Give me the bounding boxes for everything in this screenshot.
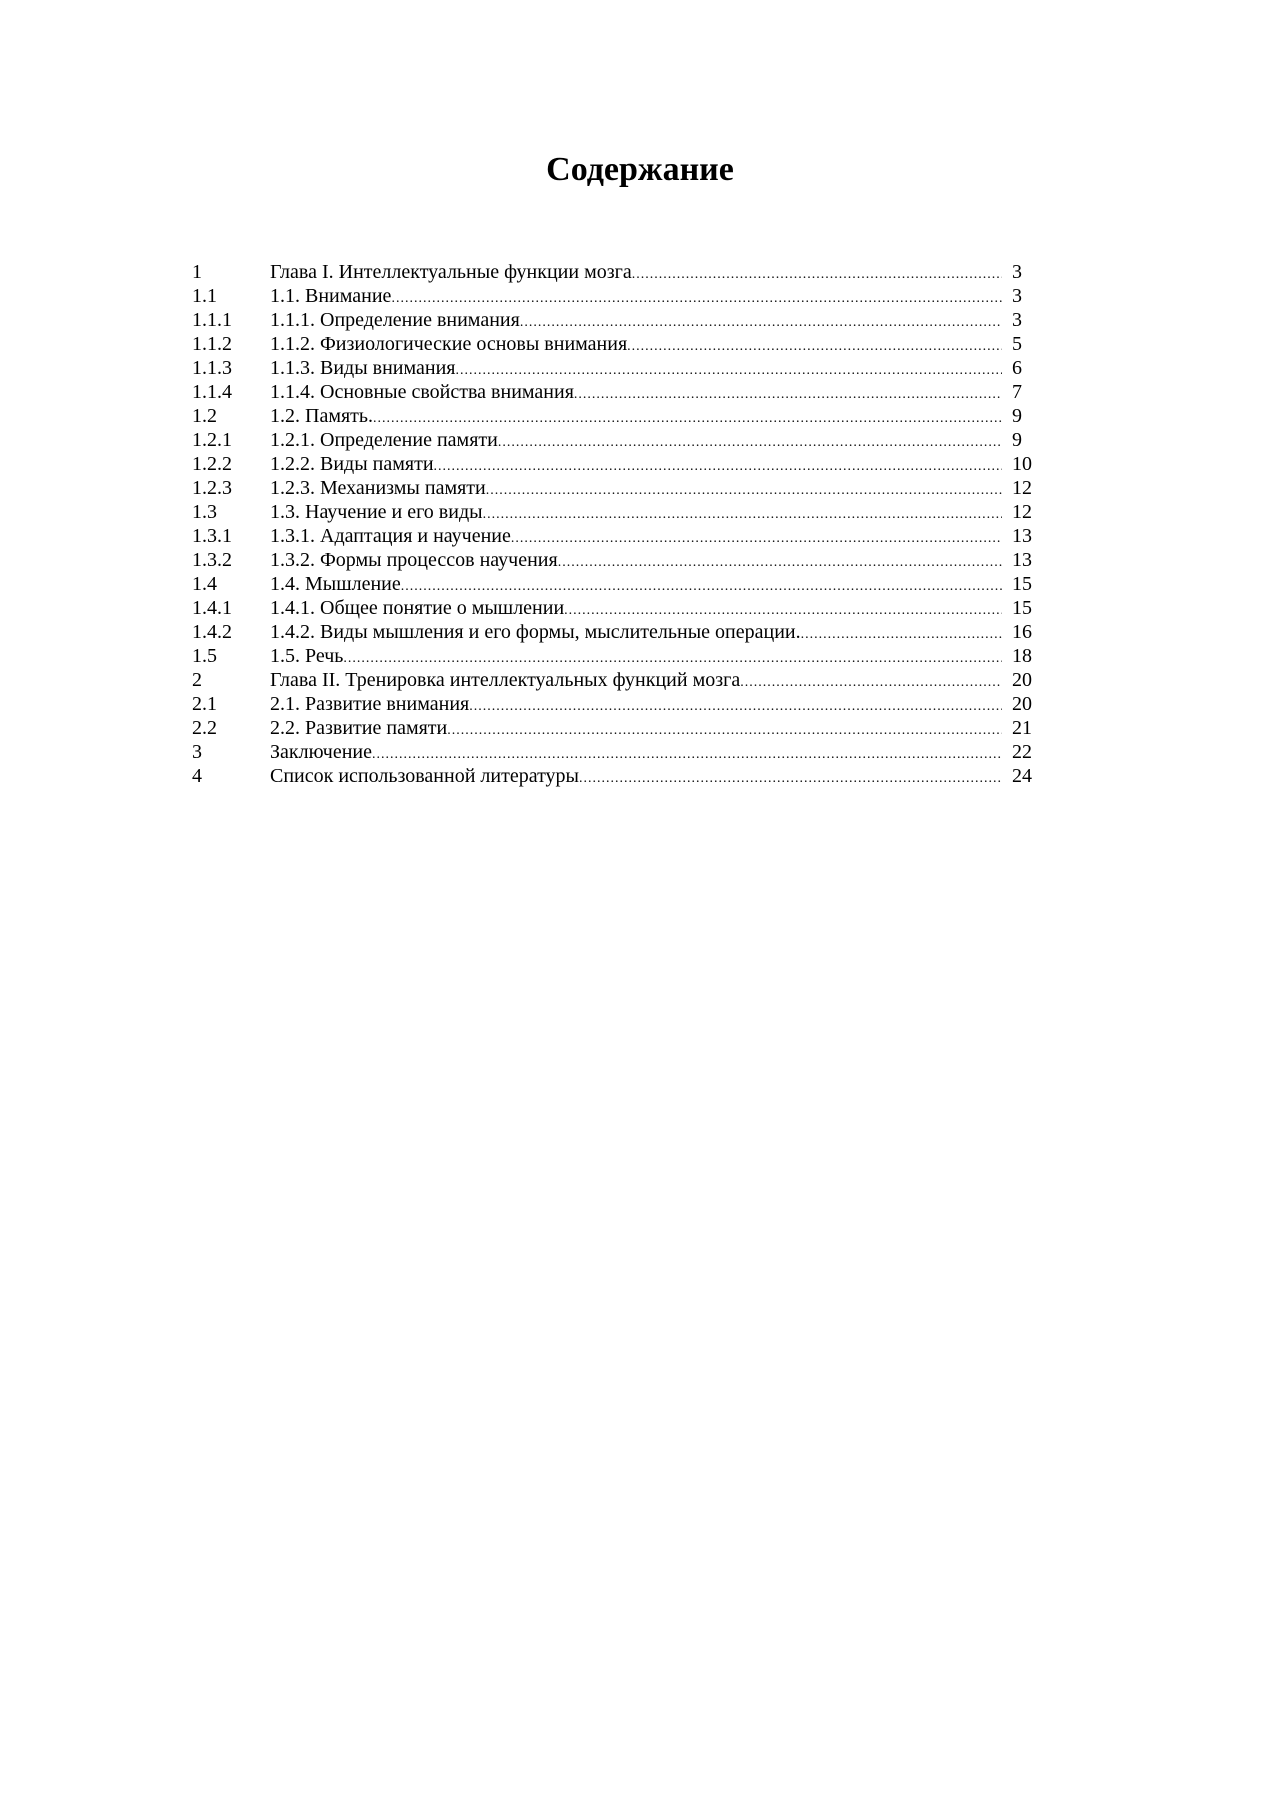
toc-entry-number: 1.3.2: [192, 549, 232, 571]
toc-entry-number: 1.2.2: [192, 453, 232, 475]
toc-entry-page: 20: [1012, 693, 1032, 715]
toc-entry-page: 13: [1012, 525, 1032, 547]
toc-entry-title: 1.5. Речь: [270, 645, 344, 667]
toc-entry-number: 1.2: [192, 405, 217, 427]
toc-entry-number: 1.1.3: [192, 357, 232, 379]
toc-entry-page: 3: [1012, 261, 1022, 283]
toc-entry[interactable]: [192, 596, 1042, 620]
toc-entry-number: 1.5: [192, 645, 217, 667]
table-of-contents: [192, 260, 1042, 788]
toc-entry-page: 15: [1012, 597, 1032, 619]
toc-entry-page: 10: [1012, 453, 1032, 475]
toc-leader-dots: [483, 503, 1002, 527]
toc-entry-title: Список использованной литературы: [270, 765, 579, 787]
toc-leader-dots: [486, 479, 1002, 503]
toc-entry-title: Заключение: [270, 741, 372, 763]
toc-leader-dots: [558, 551, 1002, 575]
toc-entry[interactable]: [192, 764, 1042, 788]
toc-entry-title: 1.2.1. Определение памяти: [270, 429, 498, 451]
toc-entry-title: 1.1.2. Физиологические основы внимания: [270, 333, 628, 355]
toc-entry-title: 1.2.2. Виды памяти: [270, 453, 434, 475]
toc-leader-dots: [801, 623, 1002, 647]
toc-leader-dots: [740, 671, 1002, 695]
toc-leader-dots: [447, 719, 1002, 743]
toc-entry[interactable]: [192, 428, 1042, 452]
toc-entry-page: 3: [1012, 309, 1022, 331]
toc-entry-page: 16: [1012, 621, 1032, 643]
toc-entry-title: 1.1. Внимание: [270, 285, 392, 307]
toc-entry-page: 12: [1012, 477, 1032, 499]
toc-entry[interactable]: [192, 404, 1042, 428]
toc-leader-dots: [579, 767, 1002, 791]
toc-entry-number: 1.1.4: [192, 381, 232, 403]
toc-entry-number: 1.2.3: [192, 477, 232, 499]
toc-entry-number: 1: [192, 261, 202, 283]
toc-entry[interactable]: [192, 668, 1042, 692]
toc-entry[interactable]: [192, 572, 1042, 596]
toc-entry-title: Глава II. Тренировка интеллектуальных функций мозга: [270, 669, 741, 691]
toc-entry-number: 1.4: [192, 573, 217, 595]
toc-entry[interactable]: [192, 620, 1042, 644]
toc-entry[interactable]: [192, 548, 1042, 572]
toc-entry[interactable]: [192, 500, 1042, 524]
toc-entry-title: 1.4.2. Виды мышления и его формы, мыслительные операции.: [270, 621, 801, 643]
toc-leader-dots: [498, 431, 1002, 455]
toc-entry-title: 1.3.1. Адаптация и научение: [270, 525, 511, 547]
toc-entry-number: 1.1.2: [192, 333, 232, 355]
toc-entry-page: 24: [1012, 765, 1032, 787]
toc-entry-title: 1.4. Мышление: [270, 573, 401, 595]
toc-entry-page: 15: [1012, 573, 1032, 595]
toc-entry-title: 1.2.3. Механизмы памяти: [270, 477, 486, 499]
page-title: Содержание: [546, 151, 734, 188]
toc-entry[interactable]: [192, 524, 1042, 548]
toc-entry-title: 1.3.2. Формы процессов научения: [270, 549, 558, 571]
toc-entry-title: 1.1.1. Определение внимания: [270, 309, 520, 331]
toc-entry-page: 18: [1012, 645, 1032, 667]
toc-leader-dots: [627, 335, 1002, 359]
toc-entry-title: 1.2. Память.: [270, 405, 374, 427]
toc-entry-title: 1.1.3. Виды внимания: [270, 357, 456, 379]
toc-leader-dots: [469, 695, 1002, 719]
toc-entry-title: 2.2. Развитие памяти: [270, 717, 448, 739]
toc-entry-number: 3: [192, 741, 202, 763]
toc-entry-title: 1.3. Научение и его виды: [270, 501, 483, 523]
toc-entry[interactable]: [192, 452, 1042, 476]
toc-entry-number: 2.1: [192, 693, 217, 715]
toc-entry-number: 4: [192, 765, 202, 787]
toc-leader-dots: [511, 527, 1002, 551]
toc-entry-number: 1.3.1: [192, 525, 232, 547]
toc-entry-title: Глава I. Интеллектуальные функции мозга: [270, 261, 632, 283]
toc-entry-page: 12: [1012, 501, 1032, 523]
toc-entry-number: 1.2.1: [192, 429, 232, 451]
toc-entry[interactable]: [192, 356, 1042, 380]
toc-entry[interactable]: [192, 332, 1042, 356]
toc-entry-number: 1.3: [192, 501, 217, 523]
toc-entry[interactable]: [192, 260, 1042, 284]
toc-entry[interactable]: [192, 476, 1042, 500]
toc-entry-title: 1.1.4. Основные свойства внимания: [270, 381, 574, 403]
toc-entry[interactable]: [192, 644, 1042, 668]
toc-entry-number: 1.4.1: [192, 597, 232, 619]
toc-entry-number: 2.2: [192, 717, 217, 739]
toc-entry-page: 13: [1012, 549, 1032, 571]
toc-entry[interactable]: [192, 308, 1042, 332]
toc-entry-page: 7: [1012, 381, 1022, 403]
toc-entry[interactable]: [192, 380, 1042, 404]
toc-entry-page: 3: [1012, 285, 1022, 307]
toc-entry-title: 1.4.1. Общее понятие о мышлении: [270, 597, 565, 619]
toc-entry-number: 1.1: [192, 285, 217, 307]
toc-entry-page: 20: [1012, 669, 1032, 691]
toc-entry-number: 2: [192, 669, 202, 691]
toc-leader-dots: [574, 383, 1002, 407]
toc-entry[interactable]: [192, 716, 1042, 740]
toc-entry[interactable]: [192, 692, 1042, 716]
toc-entry-number: 1.1.1: [192, 309, 232, 331]
toc-entry[interactable]: [192, 740, 1042, 764]
toc-entry-page: 9: [1012, 429, 1022, 451]
toc-entry-page: 9: [1012, 405, 1022, 427]
toc-entry[interactable]: [192, 284, 1042, 308]
toc-entry-page: 22: [1012, 741, 1032, 763]
toc-entry-page: 6: [1012, 357, 1022, 379]
toc-entry-title: 2.1. Развитие внимания: [270, 693, 470, 715]
toc-entry-page: 5: [1012, 333, 1022, 355]
toc-entry-page: 21: [1012, 717, 1032, 739]
toc-leader-dots: [434, 455, 1002, 479]
toc-leader-dots: [632, 263, 1002, 287]
toc-entry-number: 1.4.2: [192, 621, 232, 643]
